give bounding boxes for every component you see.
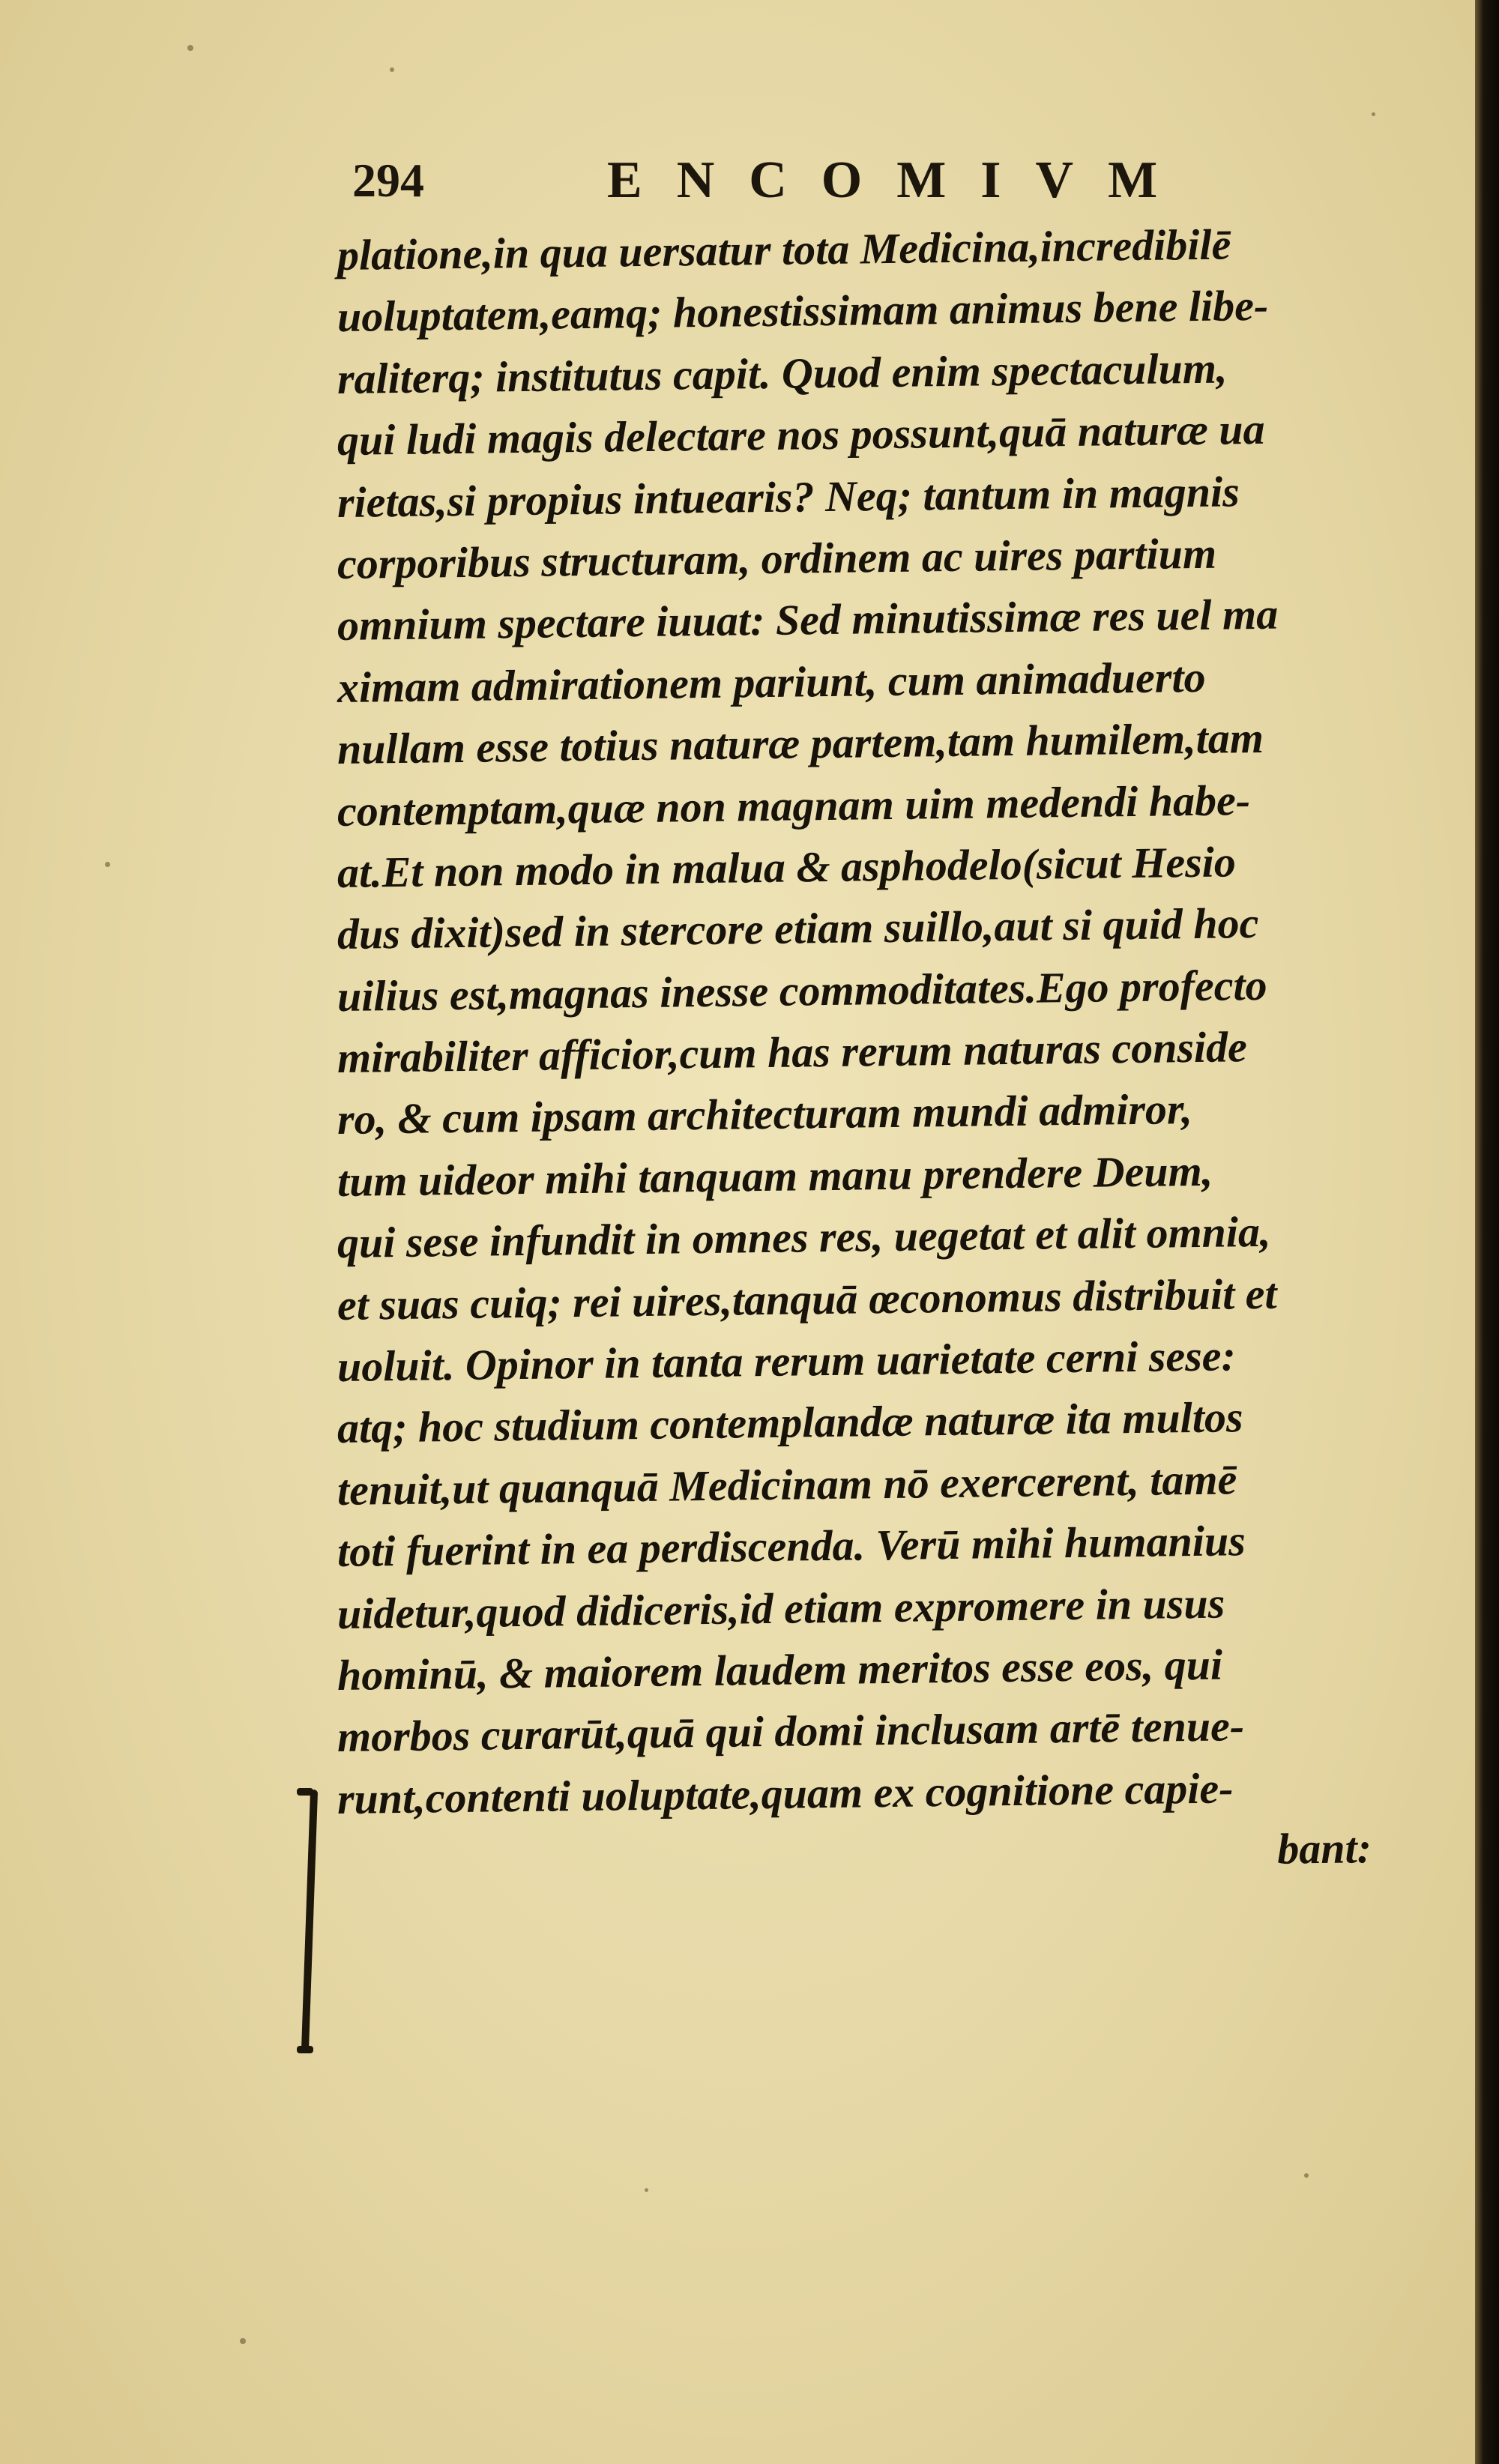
text-line: dus dixit)sed in stercore etiam suillo,aut si quid hoc	[337, 899, 1259, 959]
margin-bracket-bottom-cap	[297, 2046, 313, 2053]
text-line: uilius est,magnas inesse commoditates.Ego profecto	[337, 960, 1267, 1021]
text-line: corporibus structuram, ordinem ac uires partium	[337, 528, 1217, 588]
page-header	[352, 147, 1237, 214]
margin-bracket-top-cap	[297, 1788, 313, 1796]
book-gutter-shadow	[1475, 0, 1499, 2464]
text-line: tenuit,ut quanquā Medicinam nō exercerent, tamē	[337, 1455, 1237, 1515]
text-line: nullam esse totius naturæ partem,tam humilem,tam	[337, 713, 1264, 774]
text-line: uidetur,quod didiceris,id etiam expromere in usus	[337, 1578, 1225, 1638]
text-line: platione,in qua uersatur tota Medicina,incredibilē	[337, 220, 1231, 280]
text-line: morbos curarūt,quā qui domi inclusam artē tenue-	[337, 1701, 1245, 1762]
text-line: runt,contenti uoluptate,quam ex cognitione capie-	[337, 1763, 1234, 1823]
text-line: contemptam,quæ non magnam uim medendi habe-	[337, 775, 1251, 836]
text-line: et suas cuiq; rei uires,tanquā œconomus distribuit et	[337, 1269, 1277, 1329]
text-line: raliterq; institutus capit. Quod enim spectaculum,	[337, 343, 1228, 403]
paper-speck	[1372, 112, 1375, 116]
text-line: qui sese infundit in omnes res, uegetat et alit omnia,	[337, 1207, 1271, 1268]
paper-speck	[105, 862, 110, 867]
body-text	[337, 220, 1402, 1892]
text-line: uoluit. Opinor in tanta rerum uarietate cerni sese:	[337, 1331, 1237, 1392]
text-line: mirabiliter afficior,cum has rerum naturas conside	[337, 1022, 1248, 1083]
text-line: tum uideor mihi tanquam manu prendere Deum,	[337, 1146, 1213, 1206]
text-line: toti fuerint in ea perdiscenda. Verū mihi humanius	[337, 1516, 1246, 1577]
paper-speck	[1304, 2173, 1309, 2178]
text-line: uoluptatem,eamq; honestissimam animus bene libe-	[337, 281, 1269, 342]
paper-speck	[390, 67, 394, 72]
text-line: ro, & cum ipsam architecturam mundi admiror,	[337, 1084, 1193, 1144]
text-line: hominū, & maiorem laudem meritos esse eos, qui	[337, 1640, 1223, 1700]
running-title: ENCOMIVM	[607, 151, 1192, 209]
text-line: atq; hoc studium contemplandæ naturæ ita multos	[337, 1392, 1243, 1453]
paper-speck	[240, 2338, 246, 2344]
text-line: rietas,si propius intuearis? Neq; tantum in magnis	[337, 466, 1240, 527]
page-number: 294	[352, 154, 424, 207]
text-line: omnium spectare iuuat: Sed minutissimæ res uel ma	[337, 590, 1279, 650]
catchword-line: bant:	[1276, 1823, 1372, 1873]
text-line: qui ludi magis delectare nos possunt,quā naturæ ua	[337, 405, 1265, 465]
paper-speck	[187, 45, 193, 51]
paper-speck	[645, 2188, 648, 2192]
text-line: ximam admirationem pariunt, cum animaduerto	[337, 652, 1206, 712]
text-line: at.Et non modo in malua & asphodelo(sicut Hesio	[337, 837, 1237, 897]
